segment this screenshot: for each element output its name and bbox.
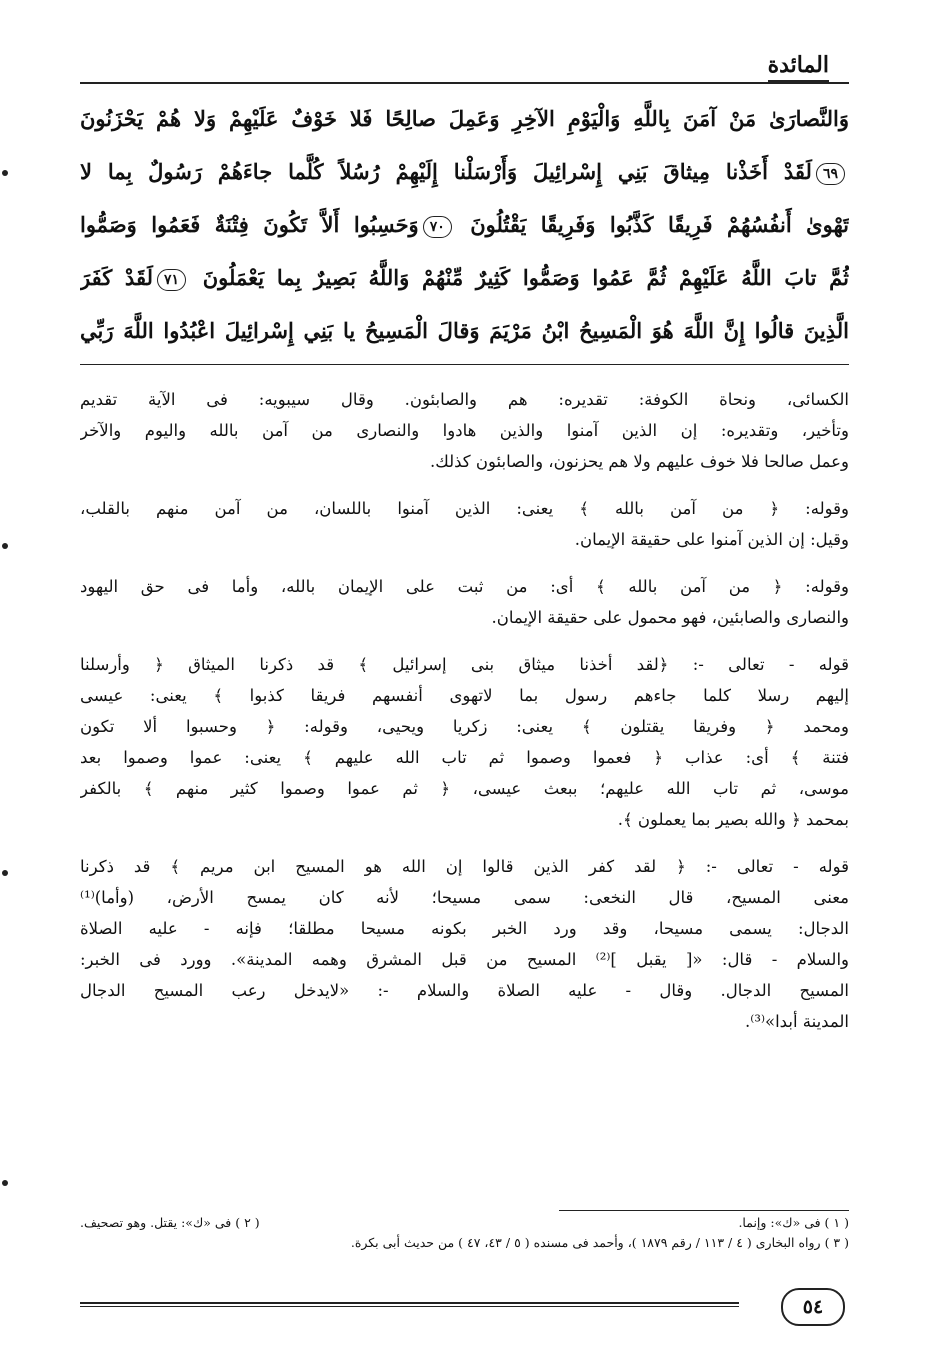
tafsir-line: والسلام - قال: «[ يقبل ]⁽²⁾ المسيح من قبل المشرق وهمه المدينة». وورد فى الخبر: — [80, 950, 849, 969]
tafsir-line: قوله - تعالى -: ﴿لقد أخذنا ميثاق بنى إسرائيل ﴾ قد ذكرنا الميثاق ﴿ وأرسلنا — [80, 655, 849, 674]
tafsir-line: فتنة ﴾ أى: عذاب ﴿ فعموا وصموا ثم تاب الله عليهم ﴾ يعنى: عموا وصموا بعد — [80, 748, 849, 767]
margin-dot — [2, 870, 8, 876]
tafsir-line: والنصارى والصابئين، فهو محمول على حقيقة الإيمان. — [491, 608, 849, 627]
margin-dot — [2, 543, 8, 549]
tafsir-line: الدجال: يسمى مسيحا، وقد ورد الخبر بكونه مسيحا مطلقا؛ فإنه - عليه الصلاة — [80, 919, 849, 938]
tafsir-line: موسى، ثم تاب الله عليهم؛ ببعث عيسى، ﴿ ثم عموا وصموا كثير منهم ﴾ بالكفر — [80, 779, 849, 798]
quran-line — [80, 145, 849, 198]
ayah-marker: ٧١ — [157, 269, 186, 291]
tafsir-line: وقوله: ﴿ من آمن بالله ﴾ يعنى: الذين آمنوا باللسان، من آمن منهم بالقلب، — [80, 499, 849, 518]
tafsir-line: إليهم رسلا كلما جاءهم رسول بما لاتهوى أنفسهم فريقا كذبوا ﴾ يعنى: عيسى — [80, 686, 849, 705]
tafsir-line: ومحمد ﴿ وفريقا يقتلون ﴾ يعنى: زكريا ويحيى، وقوله: ﴿ وحسبوا ألا تكون — [80, 717, 849, 736]
footnote-2: ( ٢ ) فى «ك»: يقتل. وهو تصحيف. — [80, 1215, 260, 1230]
tafsir-line: وقوله: ﴿ من آمن بالله ﴾ أى: من ثبت على الإيمان بالله، وأما فى حق اليهود — [80, 577, 849, 596]
quran-line-text: وَحَسِبُوا أَلاَّ تَكُونَ فِتْنَةٌ فَعَمُوا وَصَمُّوا — [80, 212, 419, 237]
quran-line-text: لَقَدْ أَخَذْنا مِيثاقَ بَنِي إِسْرائِيلَ وَأَرْسَلْنا إِلَيْهِمْ رُسُلاً كُلَّما جاءَهُمْ رَسُولٌ بِما لا — [80, 159, 812, 184]
tafsir-paragraph — [80, 571, 849, 633]
quran-line-text: ثُمَّ تابَ اللَّهُ عَلَيْهِمْ ثُمَّ عَمُوا وَصَمُّوا كَثِيرٌ مِّنْهُمْ وَاللَّهُ بَصِيرٌ بِما يَعْمَلُونَ — [190, 265, 849, 290]
tafsir-paragraph — [80, 851, 849, 1037]
tafsir-paragraph — [80, 649, 849, 835]
tafsir-line: وقيل: إن الذين آمنوا على حقيقة الإيمان. — [574, 530, 849, 549]
footnote-3: ( ٣ ) رواه البخارى ( ٤ / ١١٣ / رقم ١٨٧٩ )، وأحمد فى مسنده ( ٥ / ٤٣، ٤٧ ) من حديث أبى بكرة. — [350, 1235, 849, 1250]
tafsir-text-block — [80, 384, 849, 1043]
quran-line-text: تَهْوىٰ أَنفُسُهُمْ فَرِيقًا كَذَّبُوا وَفَرِيقًا يَقْتُلُونَ — [455, 212, 849, 237]
tafsir-paragraph — [80, 384, 849, 477]
surah-title: المائدة — [768, 52, 829, 82]
tafsir-paragraph — [80, 493, 849, 555]
tafsir-line: معنى المسيح، قال النخعى: سمى مسيحا؛ لأنه كان يمسح الأرض، (وأما)⁽¹⁾ — [80, 888, 849, 907]
quran-line-text: وَالنَّصارَىٰ مَنْ آمَنَ بِاللَّهِ وَالْيَوْمِ الآخِرِ وَعَمِلَ صالِحًا فَلا خَوْفٌ عَلَيْهِمْ وَلا هُمْ يَحْزَنُونَ — [80, 106, 849, 131]
ayah-marker: ٧٠ — [423, 216, 452, 238]
quran-line-text: الَّذِينَ قالُوا إِنَّ اللَّهَ هُوَ الْمَسِيحُ ابْنُ مَرْيَمَ وَقالَ الْمَسِيحُ يا بَنِي إِسْرائِيلَ اعْبُدُوا اللَّهَ رَبِّي — [80, 318, 849, 343]
tafsir-line: قوله - تعالى -: ﴿ لقد كفر الذين قالوا إن الله هو المسيح ابن مريم ﴾ قد ذكرنا — [80, 857, 849, 876]
tafsir-line: المسيح الدجال. وقال - عليه الصلاة والسلام -: «لايدخل رعب المسيح الدجال — [80, 981, 849, 1000]
section-divider — [80, 364, 849, 365]
quran-line — [80, 198, 849, 251]
quran-text-block — [80, 92, 849, 357]
margin-dot — [2, 170, 8, 176]
header-rule — [80, 82, 849, 84]
tafsir-line: وعمل صالحا فلا خوف عليهم ولا هم يحزنون، والصابئون كذلك. — [429, 452, 849, 471]
footnotes — [80, 1213, 849, 1253]
quran-line — [80, 92, 849, 145]
quran-line-text: لَقَدْ كَفَرَ — [80, 265, 153, 290]
ayah-marker: ٦٩ — [816, 163, 845, 185]
tafsir-line: بمحمد ﴿ والله بصير بما يعملون ﴾. — [617, 810, 849, 829]
quran-line — [80, 304, 849, 357]
tafsir-line: الكسائى، ونحاة الكوفة: تقديره: هم والصابئون. وقال سيبويه: فى الآية تقديم — [80, 390, 849, 409]
tafsir-line: وتأخير، وتقديره: إن الذين آمنوا والذين هادوا والنصارى من آمن بالله واليوم والآخر — [80, 421, 849, 440]
quran-line — [80, 251, 849, 304]
page-number: ٥٤ — [781, 1288, 845, 1326]
footnote-rule — [559, 1210, 849, 1211]
tafsir-line: المدينة أبدا»⁽³⁾. — [745, 1012, 849, 1031]
footer-rule — [80, 1302, 739, 1304]
footnote-1: ( ١ ) فى «ك»: وإنما. — [738, 1215, 849, 1230]
margin-dot — [2, 1180, 8, 1186]
footer-rule-thin — [80, 1306, 739, 1307]
